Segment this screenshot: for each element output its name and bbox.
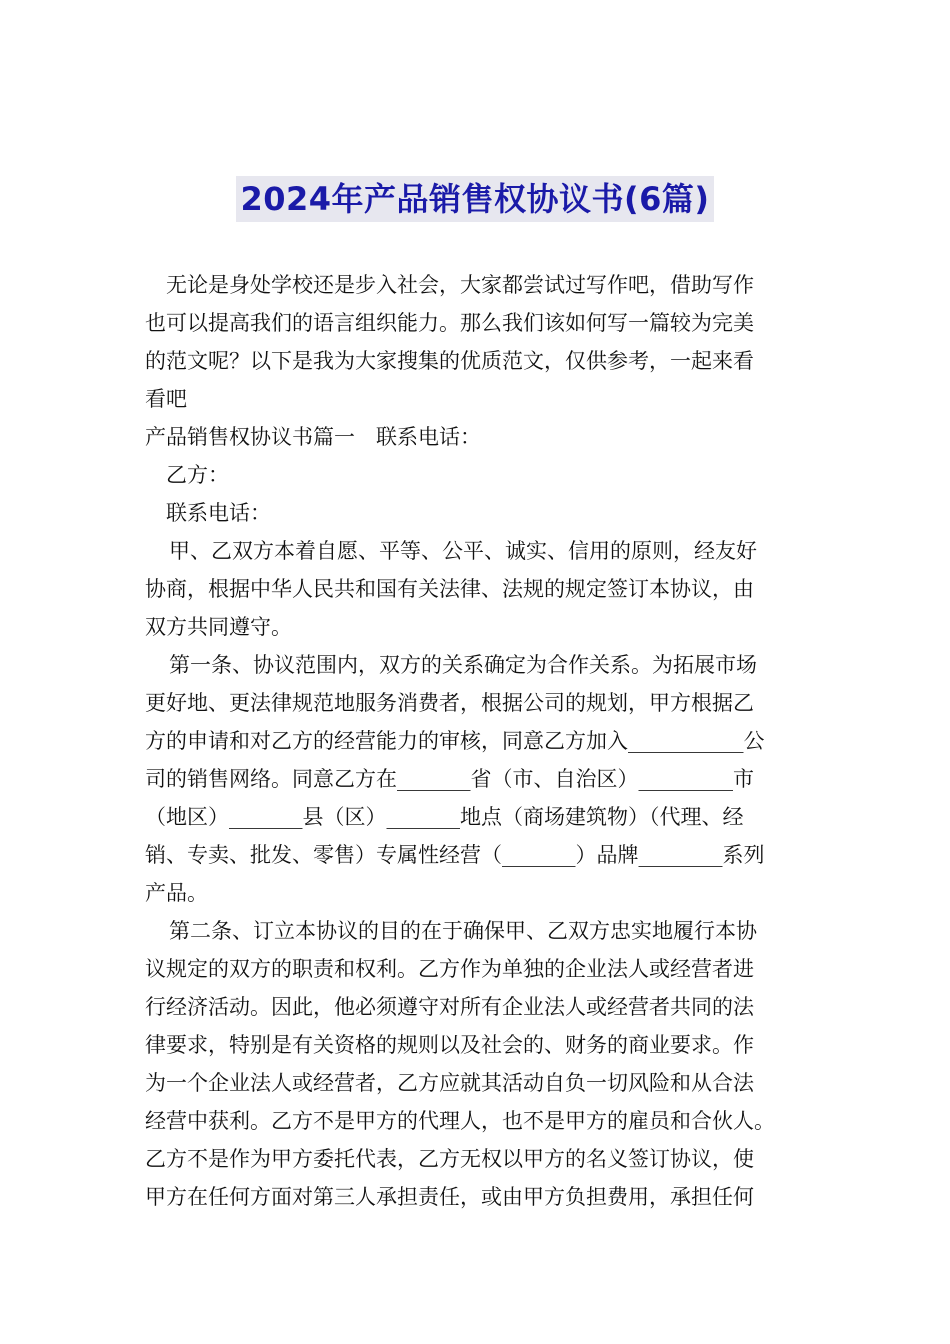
document-title: 2024年产品销售权协议书(6篇) xyxy=(236,176,713,222)
paragraph-line: 销、专卖、批发、零售）专属性经营（_______）品牌________系列 xyxy=(145,843,765,867)
paragraph-line: 甲、乙双方本着自愿、平等、公平、诚实、信用的原则，经友好 xyxy=(169,539,757,563)
document-body xyxy=(145,266,810,1216)
contact-phone-label: 联系电话： xyxy=(166,501,271,525)
paragraph-line: 协商，根据中华人民共和国有关法律、法规的规定签订本协议，由 xyxy=(145,577,754,601)
paragraph-line: 乙方不是作为甲方委托代表，乙方无权以甲方的名义签订协议，使 xyxy=(145,1147,754,1171)
paragraph-line: 更好地、更法律规范地服务消费者，根据公司的规划，甲方根据乙 xyxy=(145,691,754,715)
intro-line: 无论是身处学校还是步入社会，大家都尝试过写作吧，借助写作 xyxy=(166,273,754,297)
intro-line: 也可以提高我们的语言组织能力。那么我们该如何写一篇较为完美 xyxy=(145,311,754,335)
paragraph-line: 产品。 xyxy=(145,881,208,905)
paragraph-line: 第一条、协议范围内，双方的关系确定为合作关系。为拓展市场 xyxy=(169,653,757,677)
title-container xyxy=(0,176,950,222)
paragraph-line: 律要求，特别是有关资格的规则以及社会的、财务的商业要求。作 xyxy=(145,1033,754,1057)
section-heading: 产品销售权协议书篇一 联系电话： xyxy=(145,425,481,449)
paragraph-line: 司的销售网络。同意乙方在_______省（市、自治区）_________市 xyxy=(145,767,754,791)
paragraph-line: 议规定的双方的职责和权利。乙方作为单独的企业法人或经营者进 xyxy=(145,957,754,981)
intro-line: 的范文呢？以下是我为大家搜集的优质范文，仅供参考，一起来看 xyxy=(145,349,754,373)
paragraph-line: 经营中获利。乙方不是甲方的代理人，也不是甲方的雇员和合伙人。 xyxy=(145,1109,775,1133)
paragraph-line: 方的申请和对乙方的经营能力的审核，同意乙方加入___________公 xyxy=(145,729,765,753)
paragraph-line: 第二条、订立本协议的目的在于确保甲、乙双方忠实地履行本协 xyxy=(169,919,757,943)
party-b-label: 乙方： xyxy=(166,463,229,487)
paragraph-line: 行经济活动。因此，他必须遵守对所有企业法人或经营者共同的法 xyxy=(145,995,754,1019)
paragraph-line: 双方共同遵守。 xyxy=(145,615,292,639)
paragraph-line: 甲方在任何方面对第三人承担责任，或由甲方负担费用，承担任何 xyxy=(145,1185,754,1209)
paragraph-line: （地区）_______县（区）_______地点（商场建筑物）（代理、经 xyxy=(145,805,744,829)
paragraph-line: 为一个企业法人或经营者，乙方应就其活动自负一切风险和从合法 xyxy=(145,1071,754,1095)
intro-line: 看吧 xyxy=(145,387,187,411)
